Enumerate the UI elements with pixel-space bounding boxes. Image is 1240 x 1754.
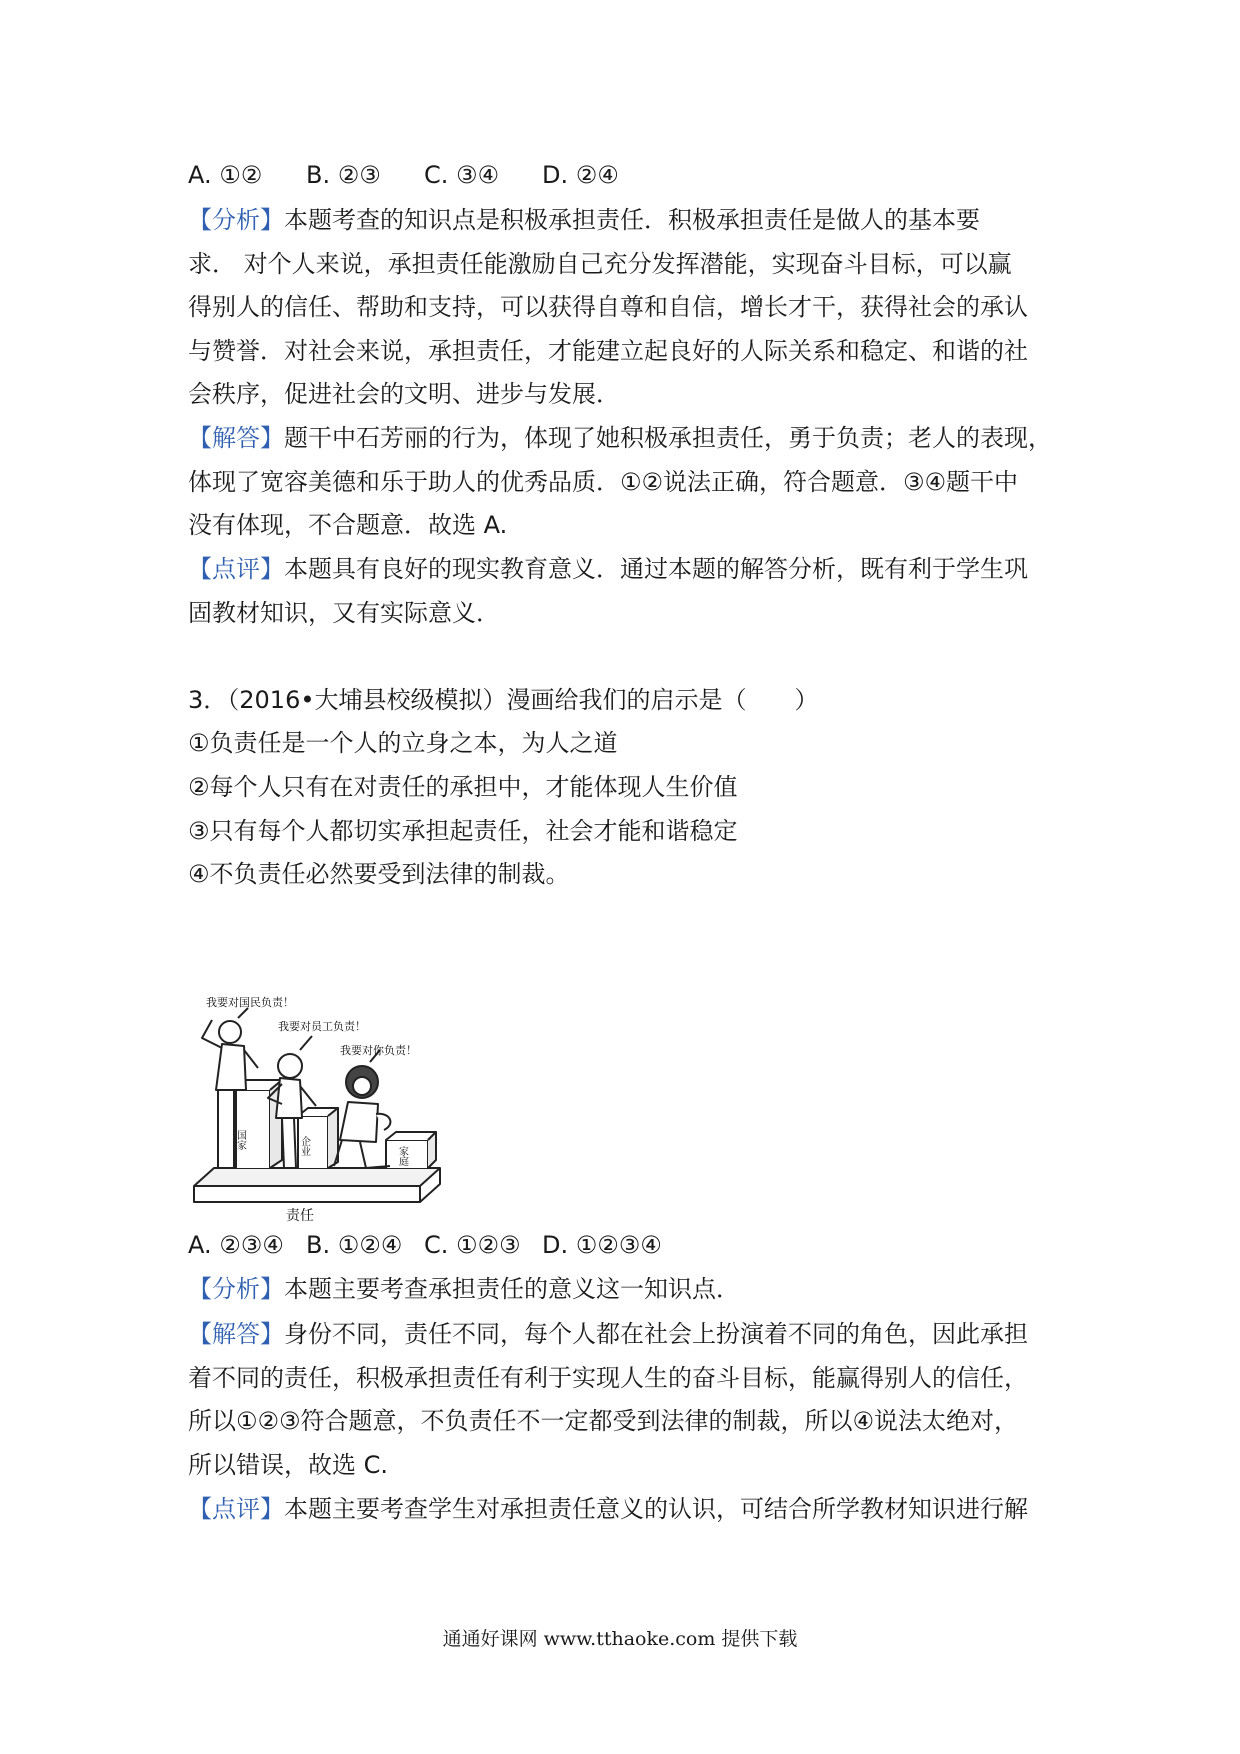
q3-comment-line [188, 1492, 1068, 1526]
cartoon-box-3: 家庭 [396, 1146, 408, 1166]
q3-option-c: C. ①②③ [424, 1231, 521, 1259]
q3-option-b: B. ①②④ [306, 1231, 403, 1259]
q2-option-c: C. ③④ [424, 161, 500, 189]
q2-analysis-line: 求． 对个人来说，承担责任能激励自己充分发挥潜能，实现奋斗目标，可以赢 [188, 250, 1012, 278]
q3-answer-line: 所以错误，故选 C. [188, 1451, 389, 1479]
q3-statement: ④不负责任必然要受到法律的制裁。 [188, 860, 570, 888]
comment-tag: 【点评】 [188, 555, 284, 583]
analysis-text: 本题主要考查承担责任的意义这一知识点． [284, 1275, 740, 1303]
q2-comment-line: 固教材知识，又有实际意义． [188, 599, 500, 627]
comment-text: 本题主要考查学生对承担责任意义的认识，可结合所学教材知识进行解 [284, 1495, 1028, 1523]
comment-tag: 【点评】 [188, 1495, 284, 1523]
cartoon-base-label: 责任 [286, 1208, 314, 1224]
page-footer: 通通好课网 www.tthaoke.com 提供下载 [442, 1628, 798, 1650]
q3-answer-line: 所以①②③符合题意，不负责任不一定都受到法律的制裁，所以④说法太绝对， [188, 1407, 1019, 1435]
q3-option-d: D. ①②③④ [542, 1231, 662, 1259]
q3-statement: ①负责任是一个人的立身之本，为人之道 [188, 729, 618, 757]
q2-option-d: D. ②④ [542, 161, 619, 189]
comment-text: 本题具有良好的现实教育意义．通过本题的解答分析，既有利于学生巩 [284, 555, 1028, 583]
answer-text: 题干中石芳丽的行为，体现了她积极承担责任，勇于负责；老人的表现， [284, 424, 1052, 452]
q2-answer-line: 没有体现，不合题意．故选 A. [188, 511, 508, 539]
cartoon-box-2: 企业 [298, 1136, 310, 1156]
analysis-text: 本题考查的知识点是积极承担责任．积极承担责任是做人的基本要 [284, 206, 980, 234]
q2-answer-line [188, 421, 1068, 455]
q3-option-a: A. ②③④ [188, 1231, 284, 1259]
responsibility-cartoon [190, 990, 476, 1226]
q2-options [188, 158, 1068, 192]
q3-statement: ②每个人只有在对责任的承担中，才能体现人生价值 [188, 773, 738, 801]
q2-option-a: A. ①② [188, 161, 263, 189]
q2-analysis-line: 会秩序，促进社会的文明、进步与发展． [188, 380, 620, 408]
cartoon-bubble-3: 我要对你负责！ [340, 1044, 417, 1057]
cartoon-box-1: 国家 [234, 1130, 246, 1150]
q3-options [188, 1228, 1068, 1262]
cartoon-bubble-1: 我要对国民负责！ [206, 996, 294, 1009]
analysis-tag: 【分析】 [188, 206, 284, 234]
q2-comment-line [188, 552, 1068, 586]
analysis-tag: 【分析】 [188, 1275, 284, 1303]
cartoon-bubble-2: 我要对员工负责！ [278, 1020, 366, 1033]
q3-statement: ③只有每个人都切实承担起责任，社会才能和谐稳定 [188, 817, 738, 845]
answer-text: 身份不同，责任不同，每个人都在社会上扮演着不同的角色，因此承担 [284, 1320, 1028, 1348]
q2-analysis-line: 与赞誉．对社会来说，承担责任，才能建立起良好的人际关系和稳定、和谐的社 [188, 337, 1028, 365]
q3-answer-line [188, 1317, 1068, 1351]
q2-option-b: B. ②③ [306, 161, 381, 189]
q3-answer-line: 着不同的责任，积极承担责任有利于实现人生的奋斗目标，能赢得别人的信任， [188, 1364, 1028, 1392]
answer-tag: 【解答】 [188, 424, 284, 452]
q3-analysis-line [188, 1272, 1068, 1306]
q2-answer-line: 体现了宽容美德和乐于助人的优秀品质．①②说法正确，符合题意．③④题干中 [188, 468, 1019, 496]
q3-stem: 3．（2016•大埔县校级模拟）漫画给我们的启示是（ ） [188, 686, 819, 714]
q2-analysis-line: 得别人的信任、帮助和支持，可以获得自尊和自信，增长才干，获得社会的承认 [188, 293, 1028, 321]
answer-tag: 【解答】 [188, 1320, 284, 1348]
q2-analysis-line [188, 203, 1068, 237]
